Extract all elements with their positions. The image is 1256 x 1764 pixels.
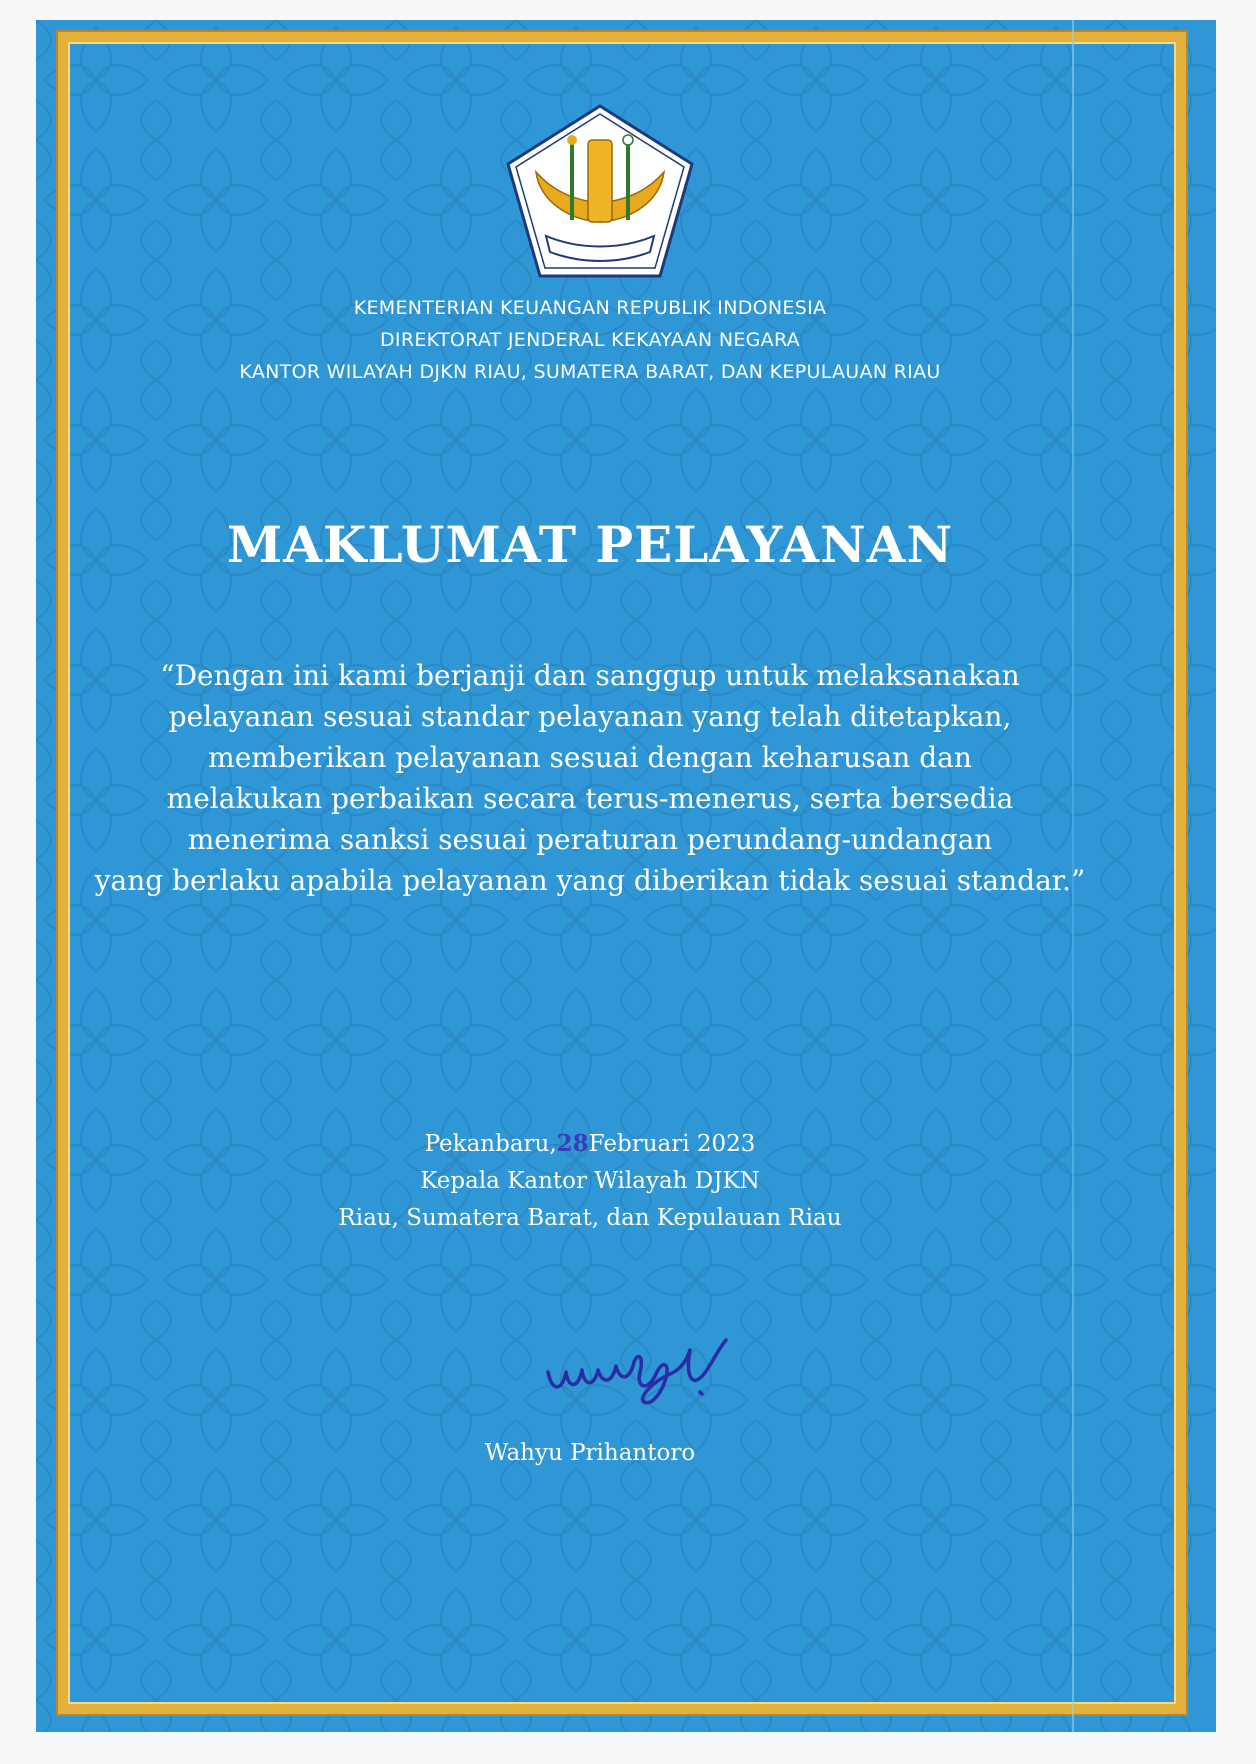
directorate-name: DIREKTORAT JENDERAL KEKAYAAN NEGARA <box>380 329 800 351</box>
signer-name: Wahyu Prihantoro <box>484 1440 696 1466</box>
regional-office-name: KANTOR WILAYAH DJKN RIAU, SUMATERA BARAT, DAN KEPULAUAN RIAU <box>239 361 941 383</box>
pledge-line: pelayanan sesuai standar pelayanan yang telah ditetapkan, <box>168 700 1012 733</box>
pledge-line: yang berlaku apabila pelayanan yang diberikan tidak sesuai standar.” <box>94 864 1086 897</box>
signer-region: Riau, Sumatera Barat, dan Kepulauan Riau <box>338 1205 842 1231</box>
page-title: MAKLUMAT PELAYANAN <box>226 515 954 574</box>
kemenkeu-emblem-icon <box>500 102 700 282</box>
pledge-line: menerima sanksi sesuai peraturan perundang-undangan <box>187 823 993 856</box>
ministry-name: KEMENTERIAN KEUANGAN REPUBLIK INDONESIA <box>353 297 827 319</box>
institution-header <box>60 292 1120 388</box>
pledge-line: melakukan perbaikan secara terus-menerus, serta bersedia <box>166 782 1014 815</box>
signer-position: Kepala Kantor Wilayah DJKN <box>420 1168 760 1194</box>
signing-month-year: Februari 2023 <box>588 1131 756 1157</box>
service-pledge <box>50 655 1130 901</box>
signing-day: 28 <box>556 1130 589 1157</box>
signing-block <box>60 1125 1120 1237</box>
place-date <box>60 1125 1120 1163</box>
pledge-line: “Dengan ini kami berjanji dan sanggup untuk melaksanakan <box>160 659 1020 692</box>
pledge-line: memberikan pelayanan sesuai dengan keharusan dan <box>208 741 972 774</box>
signing-place: Pekanbaru, <box>424 1131 557 1157</box>
handwritten-signature-icon <box>540 1322 770 1412</box>
